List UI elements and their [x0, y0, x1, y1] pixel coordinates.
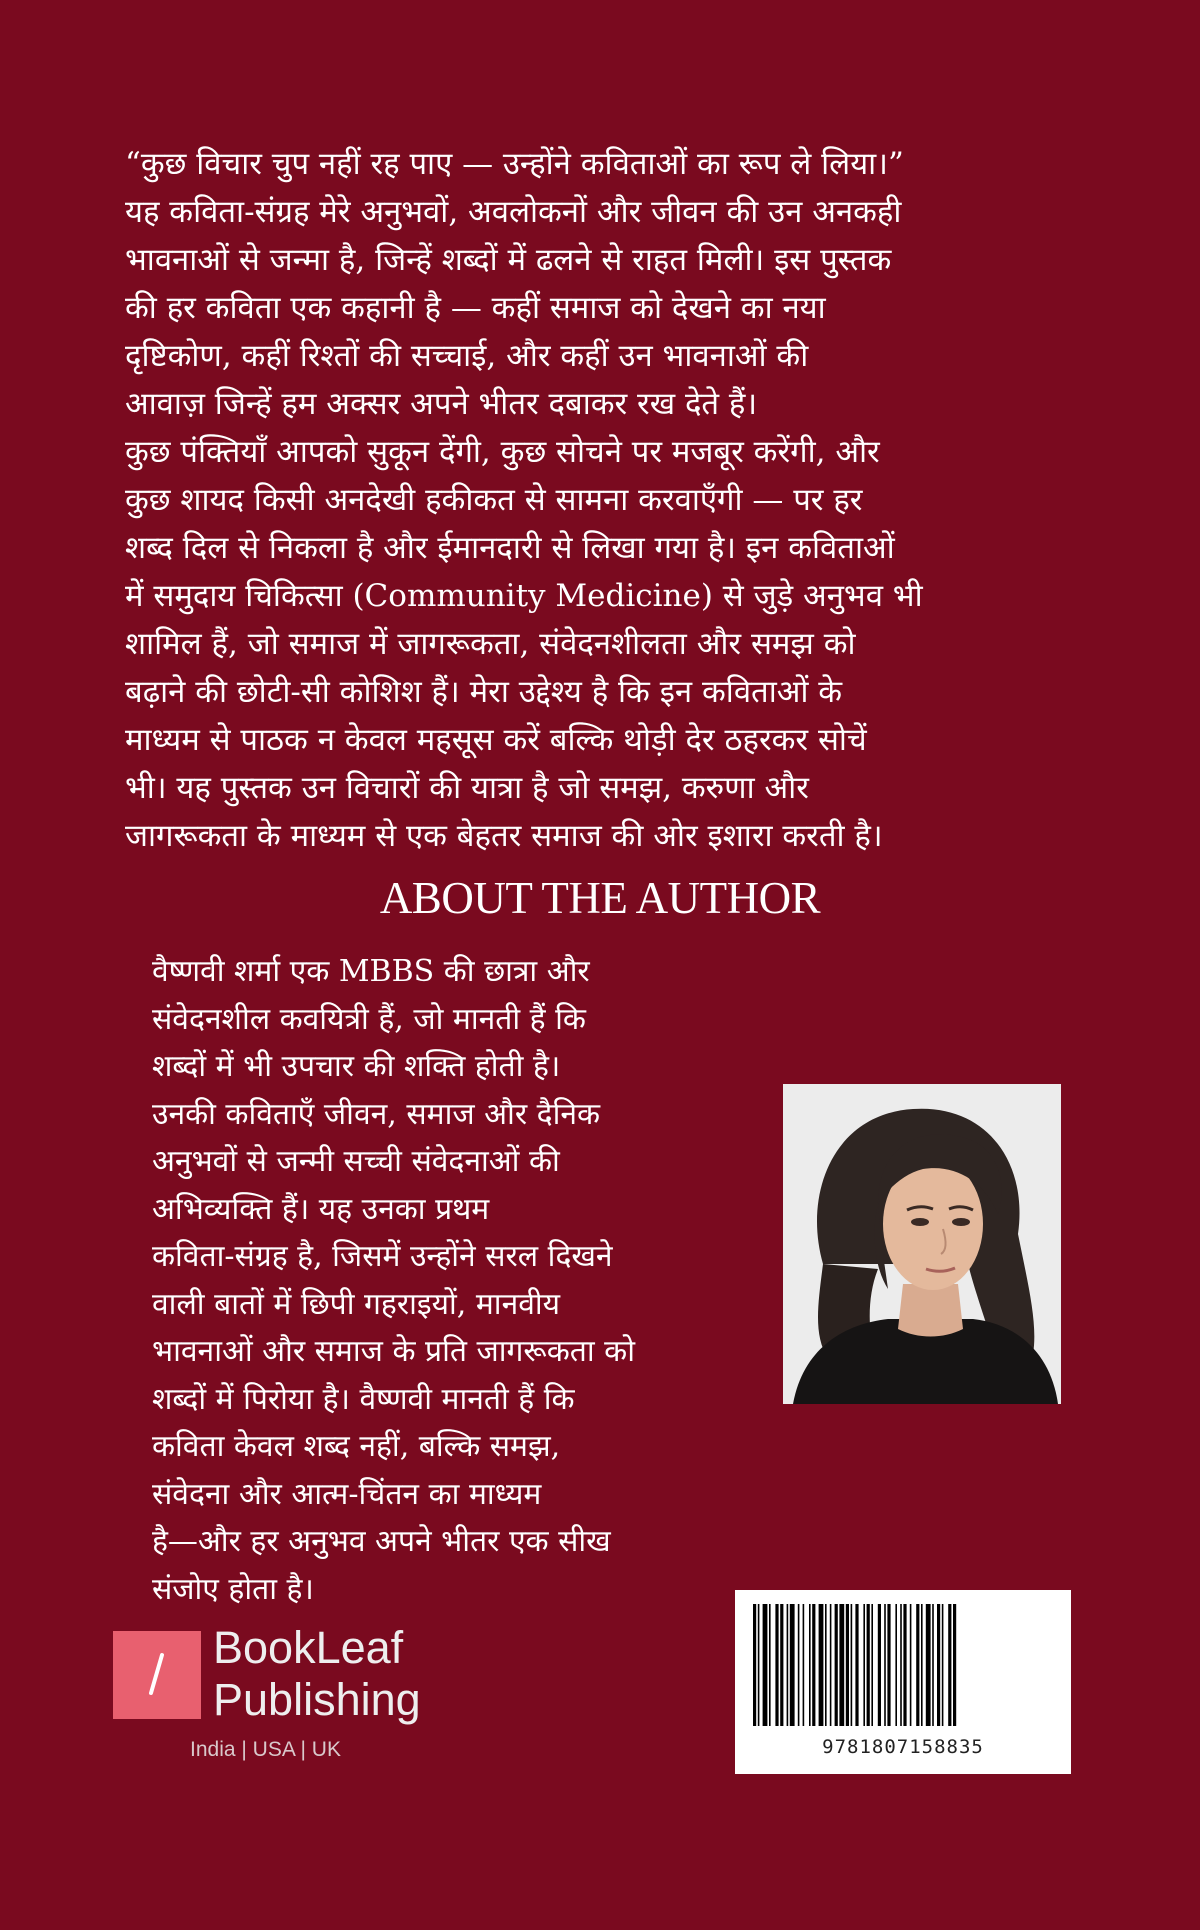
blurb-line: माध्यम से पाठक न केवल महसूस करें बल्कि थोड़ी देर ठहरकर सोचें — [125, 722, 867, 758]
publisher-name-line1: BookLeaf — [213, 1622, 404, 1673]
barcode-bar — [812, 1604, 815, 1726]
barcode-bar — [895, 1604, 897, 1726]
barcode-bar — [819, 1604, 824, 1726]
barcode-bar — [878, 1604, 881, 1726]
blurb-line: “कुछ विचार चुप नहीं रह पाए — उन्होंने कविताओं का रूप ले लिया।” — [125, 146, 904, 182]
isbn-number: 9781807158835 — [822, 1736, 984, 1758]
about-author-heading: ABOUT THE AUTHOR — [379, 873, 821, 923]
barcode-bar — [851, 1604, 853, 1726]
barcode-bar — [809, 1604, 811, 1726]
barcode-bar — [763, 1604, 768, 1726]
barcode-bar — [903, 1604, 906, 1726]
blurb-line: बढ़ाने की छोटी-सी कोशिश हैं। मेरा उद्देश्य है कि इन कविताओं के — [125, 674, 843, 710]
publisher-name — [213, 1622, 421, 1726]
barcode-bar — [769, 1604, 771, 1726]
barcode-bar — [887, 1604, 890, 1726]
bio-line: अभिव्यक्ति हैं। यह उनका प्रथम — [152, 1191, 490, 1227]
barcode-bar — [830, 1604, 832, 1726]
bio-line: अनुभवों से जन्मी सच्ची संवेदनाओं की — [152, 1144, 560, 1179]
blurb-line: भावनाओं से जन्मा है, जिन्हें शब्दों में ढलने से राहत मिली। इस पुस्तक — [125, 242, 892, 278]
blurb-line: कुछ पंक्तियाँ आपको सुकून देंगी, कुछ सोचने पर मजबूर करेंगी, और — [125, 434, 880, 470]
barcode-bar — [932, 1604, 934, 1726]
barcode-bar — [953, 1604, 956, 1726]
blurb-line: में समुदाय चिकित्सा (Community Medicine) से जुड़े अनुभव भी — [125, 578, 923, 614]
barcode-bar — [926, 1604, 931, 1726]
blurb-line: शब्द दिल से निकला है और ईमानदारी से लिखा गया है। इन कविताओं — [125, 530, 895, 566]
barcode-bar — [798, 1604, 800, 1726]
author-bio — [152, 948, 747, 1613]
blurb-line: शामिल हैं, जो समाज में जागरूकता, संवेदनशीलता और समझ को — [125, 626, 856, 662]
bio-line: कविता-संग्रह है, जिसमें उन्होंने सरल दिखने — [152, 1239, 613, 1274]
barcode-bar — [921, 1604, 923, 1726]
blurb-line: की हर कविता एक कहानी है — कहीं समाज को देखने का नया — [125, 290, 826, 326]
author-portrait-image — [783, 1084, 1061, 1404]
barcode-bar — [780, 1604, 783, 1726]
blurb-line: दृष्टिकोण, कहीं रिश्तों की सच्चाई, और कहीं उन भावनाओं की — [125, 338, 809, 374]
publisher-regions: India | USA | UK — [190, 1738, 341, 1761]
bio-line: संवेदना और आत्म-चिंतन का माध्यम — [152, 1476, 542, 1512]
barcode-bar — [839, 1604, 844, 1726]
barcode-bar — [803, 1604, 805, 1726]
bio-line: भावनाओं और समाज के प्रति जागरूकता को — [152, 1334, 635, 1369]
blurb-line: कुछ शायद किसी अनदेखी हकीकत से सामना करवाएँगी — पर हर — [125, 482, 863, 518]
blurb-line: भी। यह पुस्तक उन विचारों की यात्रा है जो समझ, करुणा और — [125, 770, 809, 806]
barcode-bar — [910, 1604, 912, 1726]
author-photo — [783, 1084, 1061, 1404]
barcode-bar — [900, 1604, 902, 1726]
barcode-bar — [884, 1604, 886, 1726]
barcode-bar — [871, 1604, 873, 1726]
barcode-bar — [916, 1604, 919, 1726]
blurb-line: यह कविता-संग्रह मेरे अनुभवों, अवलोकनों और जीवन की उन अनकही — [125, 194, 902, 230]
barcode-bar — [775, 1604, 778, 1726]
barcode-bar — [753, 1604, 756, 1726]
bio-line: संजोए होता है। — [152, 1571, 314, 1607]
bio-line: वाली बातों में छिपी गहराइयों, मानवीय — [152, 1286, 561, 1322]
barcode-bar — [942, 1604, 944, 1726]
barcode-bar — [846, 1604, 849, 1726]
blurb-line: जागरूकता के माध्यम से एक बेहतर समाज की ओर इशारा करती है। — [125, 818, 883, 854]
barcode-bar — [855, 1604, 858, 1726]
barcode-bar — [835, 1604, 838, 1726]
bio-line: है—और हर अनुभव अपने भीतर एक सीख — [152, 1524, 611, 1559]
barcode-bars — [735, 1590, 1071, 1730]
barcode-bar — [787, 1604, 789, 1726]
bio-line: वैष्णवी शर्मा एक MBBS की छात्रा और — [152, 954, 590, 989]
slash-icon — [113, 1631, 201, 1719]
barcode — [735, 1590, 1071, 1774]
barcode-bar — [790, 1604, 795, 1726]
barcode-bar — [937, 1604, 940, 1726]
blurb-line: आवाज़ जिन्हें हम अक्सर अपने भीतर दबाकर रख देते हैं। — [125, 386, 758, 422]
barcode-bar — [867, 1604, 870, 1726]
barcode-bar — [825, 1604, 827, 1726]
publisher-logo — [113, 1631, 201, 1719]
publisher-name-line2: Publishing — [213, 1674, 421, 1725]
bio-line: शब्दों में पिरोया है। वैष्णवी मानती हैं कि — [152, 1381, 575, 1417]
bio-line: शब्दों में भी उपचार की शक्ति होती है। — [152, 1049, 561, 1084]
barcode-bar — [948, 1604, 951, 1726]
bio-line: उनकी कविताएँ जीवन, समाज और दैनिक — [152, 1096, 601, 1132]
barcode-bar — [863, 1604, 865, 1726]
blurb — [125, 140, 1025, 860]
barcode-bar — [758, 1604, 760, 1726]
bio-line: कविता केवल शब्द नहीं, बल्कि समझ, — [152, 1429, 561, 1464]
bio-line: संवेदनशील कवयित्री हैं, जो मानती हैं कि — [152, 1001, 586, 1037]
